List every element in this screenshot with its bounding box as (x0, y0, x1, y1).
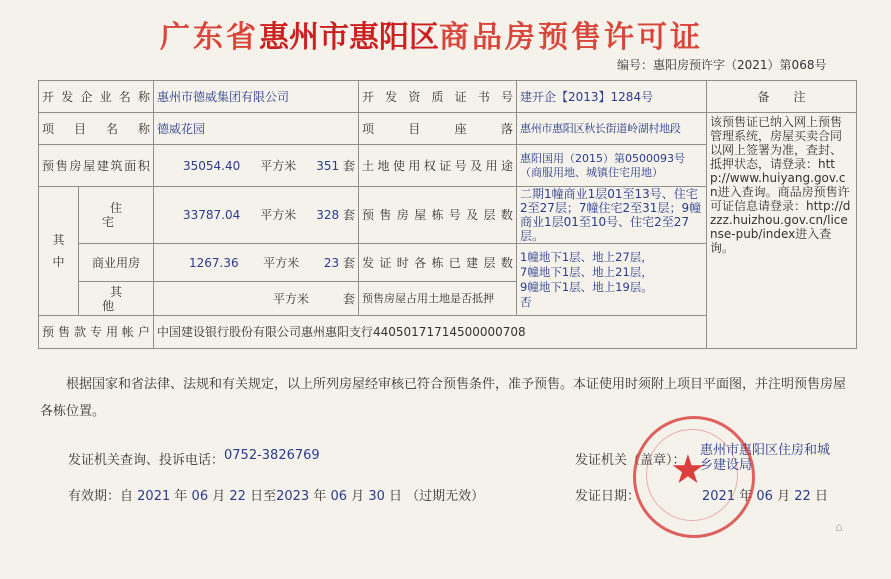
notes-label-text: 备注 (757, 89, 830, 104)
watermark-icon: ⌂ (835, 520, 843, 534)
mortgage-value: 否 (520, 294, 532, 309)
of-which-text: 其中 (52, 233, 65, 269)
floors-line-2: 7幢地下1层、地上21层， (520, 264, 653, 279)
location-label (359, 113, 517, 145)
residential-unit-sqm: 平方米 (260, 208, 297, 222)
buildings-value: 二期1幢商业1层01至13号、住宅2至27层；7幢住宅2至31层；9幢商业1层01至10号、住宅2至27层。 (517, 187, 707, 244)
notes-text: 该预售证已纳入网上预售管理系统，房屋买卖合同以网上签署为准，查封、抵押状态，请登录：http://www.huiyang.gov.cn进入查询。商品房预售许可证信息请登录：http://dzzz.huizhou.gov.cn/license-pub/index进入查询。 (707, 113, 857, 349)
page-title (160, 12, 703, 56)
qualification-label (359, 81, 517, 113)
from-day: 22 (229, 489, 246, 504)
from-month: 06 (191, 489, 209, 504)
authority-label: 发证机关（盖章）： (575, 453, 686, 468)
floors-line-1: 1幢地下1层、地上27层， (520, 249, 653, 264)
developer-label-text: 开 发 企 业 名 称 (42, 89, 150, 104)
serial-number (617, 56, 826, 73)
row-account (39, 316, 857, 349)
issue-day: 22 (794, 489, 811, 504)
from-year: 2021 (137, 489, 171, 504)
to-year-unit: 年 (313, 489, 327, 504)
floors-label-text: 发 证 时 各 栋 已 建 层 数 (362, 255, 513, 270)
account-label-text: 预 售 款 专 用 帐 户 (42, 325, 150, 339)
residential-cell (154, 187, 359, 244)
issue-year: 2021 (702, 489, 736, 504)
to-day: 30 (368, 489, 385, 504)
commercial-label: 商业用房 (79, 244, 154, 282)
of-which-label (39, 187, 79, 316)
qualification-label-text: 开 发 资 质 证 书 号 (362, 89, 513, 104)
residential-label (79, 187, 154, 244)
hotline-line (68, 449, 320, 468)
commercial-unit-sqm: 平方米 (263, 255, 300, 270)
mortgage-label: 预售房屋占用土地是否抵押 (359, 282, 517, 316)
residential-units: 328 (316, 208, 340, 222)
to-year: 2023 (276, 489, 310, 504)
floors-line-3: 9幢地下1层、地上19层。 (520, 279, 653, 294)
area-unit-set: 套 (342, 158, 355, 173)
title-doc-type: 商品房预售许可证 (439, 20, 703, 55)
qualification-value: 建开企【2013】1284号 (517, 81, 707, 113)
buildings-label-text: 预 售 房 屋 栋 号 及 层 数 (362, 208, 513, 222)
location-value: 惠州市惠阳区秋长街道岭湖村地段 (517, 113, 707, 145)
residential-area: 33787.04 (183, 208, 241, 222)
star-icon: ★ (670, 447, 706, 493)
other-unit-set: 套 (342, 291, 355, 306)
other-cell (154, 282, 359, 316)
land-label-text: 土 地 使 用 权 证 号 及 用 途 (362, 158, 513, 173)
other-label-text: 其他 (101, 284, 138, 313)
validity-line (68, 485, 484, 504)
other-label (79, 282, 154, 316)
land-value: 惠阳国用（2015）第0500093号（商服用地、城镇住宅用地） (517, 145, 707, 187)
residential-unit-set: 套 (342, 208, 355, 222)
permit-table (38, 80, 857, 349)
hotline-value: 0752-3826769 (224, 448, 320, 463)
legal-clause-text: 根据国家和省法律、法规和有关规定，以上所列房屋经审核已符合预售条件，准予预售。本证使用时须附上项目平面图，并注明预售房屋各栋位置。 (40, 377, 847, 419)
commercial-units: 23 (323, 255, 340, 270)
expired-note: （过期无效） (406, 489, 485, 504)
area-label (39, 145, 154, 187)
row-project (39, 113, 857, 145)
row-developer (39, 81, 857, 113)
issue-month: 06 (756, 489, 773, 504)
issue-month-unit: 月 (777, 489, 791, 504)
account-label (39, 316, 154, 349)
issue-day-unit: 日 (814, 489, 828, 504)
developer-label (39, 81, 154, 113)
residential-label-text: 住宅 (101, 201, 138, 229)
issue-year-unit: 年 (739, 489, 753, 504)
to-month-unit: 月 (351, 489, 365, 504)
to-month: 06 (330, 489, 348, 504)
floors-label (359, 244, 517, 282)
to-day-unit: 日 (389, 489, 403, 504)
from-year-unit: 年 (174, 489, 188, 504)
area-value: 35054.40 (183, 158, 241, 173)
project-label (39, 113, 154, 145)
from-month-unit: 月 (212, 489, 226, 504)
project-label-text: 项 目 名 称 (42, 121, 150, 136)
developer-value: 惠州市德威集团有限公司 (154, 81, 359, 113)
area-label-text: 预 售 房 屋 建 筑 面 积 (42, 158, 150, 173)
floors-value (517, 244, 707, 316)
area-units: 351 (316, 158, 340, 173)
commercial-cell (154, 244, 359, 282)
title-region: 惠州市惠阳区 (259, 20, 439, 55)
commercial-area: 1267.36 (189, 255, 239, 270)
title-province: 广东省 (160, 20, 259, 55)
issue-label: 发证日期： (575, 489, 641, 504)
area-unit-sqm: 平方米 (260, 158, 297, 173)
serial-label: 编号： (617, 58, 654, 72)
land-label (359, 145, 517, 187)
to-label: 日至 (250, 489, 277, 504)
notes-label (707, 81, 857, 113)
serial-value: 惠阳房预许字（2021）第068号 (653, 58, 827, 72)
authority-value: 惠州市惠阳区住房和城乡建设局 (700, 443, 831, 473)
hotline-label: 发证机关查询、投诉电话： (68, 453, 225, 468)
commercial-unit-set: 套 (342, 255, 355, 270)
area-cell (154, 145, 359, 187)
legal-clause (40, 371, 856, 425)
location-label-text: 项 目 座 落 (362, 121, 513, 136)
official-seal (633, 416, 755, 538)
buildings-label (359, 187, 517, 244)
other-unit-sqm: 平方米 (272, 291, 309, 306)
project-value: 德威花园 (154, 113, 359, 145)
validity-label: 有效期：自 (68, 489, 134, 504)
account-value: 中国建设银行股份有限公司惠州惠阳支行44050171714500000708 (154, 316, 857, 349)
